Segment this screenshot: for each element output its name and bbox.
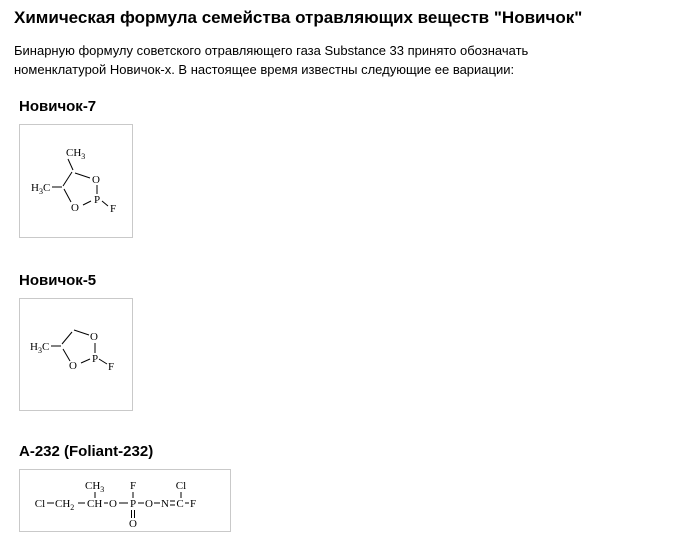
svg-text:P: P xyxy=(93,194,101,206)
svg-text:CH3: $CH_3$ xyxy=(66,147,86,161)
structure-box-novichok-5 xyxy=(19,298,133,411)
section-a232 xyxy=(19,443,594,537)
section-heading-novichok-7: Новичок-7 xyxy=(19,98,97,115)
chemical-structure-diagram xyxy=(20,125,132,237)
chemical-structure-diagram xyxy=(20,470,230,531)
svg-text:O: O xyxy=(109,498,117,510)
svg-text:Cl: Cl xyxy=(34,498,46,510)
page-title: Химическая формула семейства отравляющих веществ "Новичок" xyxy=(14,8,583,27)
svg-text:O: O xyxy=(69,360,77,372)
svg-text:N: N xyxy=(161,498,169,510)
svg-text:F: F xyxy=(107,361,115,373)
structure-box-novichok-7 xyxy=(19,124,133,238)
svg-text:P: P xyxy=(91,353,99,365)
section-novichok-5 xyxy=(19,272,594,416)
svg-text:H3C: $H_3C$ xyxy=(30,341,50,355)
svg-text:O: O xyxy=(71,202,79,214)
svg-text:F: F xyxy=(129,480,137,492)
svg-text:CH3: $CH_3$ xyxy=(85,480,105,494)
intro-paragraph: Бинарную формулу советского отравляющего газа Substance 33 принято обозначать номенклатурой Новичок-х. В настоящее время известны следующие ее вариации: xyxy=(14,43,529,77)
svg-text:CH2: $CH_2$ xyxy=(55,498,75,512)
svg-text:CH: CH xyxy=(87,498,103,510)
svg-text:H3C: $H_3C$ xyxy=(31,182,51,196)
svg-text:O: O xyxy=(90,331,98,343)
chemical-structure-diagram xyxy=(20,299,132,410)
section-heading-novichok-5: Новичок-5 xyxy=(19,272,97,289)
structure-box-a232 xyxy=(19,469,231,532)
svg-text:P: P xyxy=(129,498,137,510)
svg-text:Cl: Cl xyxy=(175,480,187,492)
svg-text:F: F xyxy=(189,498,197,510)
svg-text:O: O xyxy=(145,498,153,510)
svg-text:O: O xyxy=(129,518,137,530)
section-heading-a232: A-232 (Foliant-232) xyxy=(19,443,154,460)
svg-text:O: O xyxy=(92,174,100,186)
section-novichok-7 xyxy=(19,98,594,243)
svg-text:F: F xyxy=(109,203,117,215)
svg-text:C: C xyxy=(176,498,184,510)
